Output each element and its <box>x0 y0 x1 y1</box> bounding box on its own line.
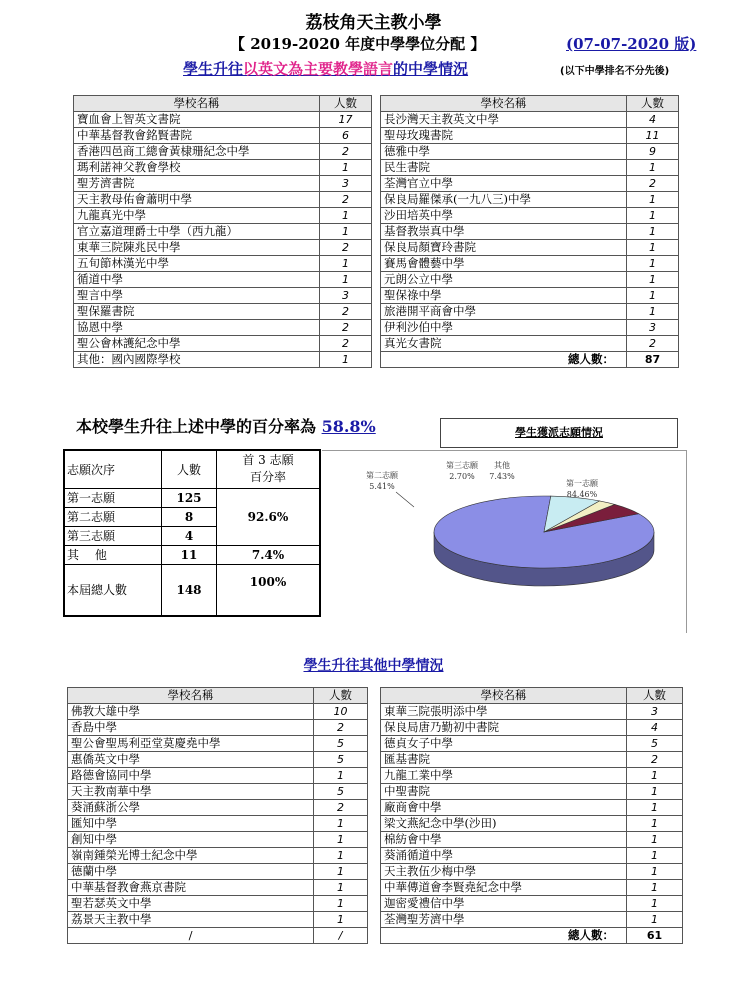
table-row <box>68 896 368 912</box>
school-name-cell: 路德會協同中學 <box>68 768 314 784</box>
col-count: 人數 <box>627 96 679 112</box>
table-row <box>381 720 683 736</box>
table-row <box>381 272 679 288</box>
table-row <box>74 288 372 304</box>
pref-count: 8 <box>162 507 217 526</box>
other-rate: 7.4% <box>217 545 321 564</box>
other-schools-table-left <box>67 687 368 944</box>
count-cell: 6 <box>320 128 372 144</box>
table-row <box>381 176 679 192</box>
total-count: 148 <box>162 564 217 616</box>
percentage-text: 本校學生升往上述中學的百分率為 <box>76 417 322 436</box>
section-title-pre: 學生升往 <box>183 60 244 78</box>
table-row <box>74 112 372 128</box>
count-cell: 2 <box>320 240 372 256</box>
school-name-cell: 聖若瑟英文中學 <box>68 896 314 912</box>
count-cell: 1 <box>314 912 368 928</box>
school-name-cell: 梁文燕紀念中學(沙田) <box>381 816 627 832</box>
school-name-cell: 棉紡會中學 <box>381 832 627 848</box>
section-title-highlight: 以英文為主要教學語言 <box>243 60 394 78</box>
table-row <box>68 720 368 736</box>
table-row <box>381 208 679 224</box>
school-name-cell: 元朗公立中學 <box>381 272 627 288</box>
table-row <box>74 128 372 144</box>
total-row <box>381 352 679 368</box>
school-name-cell: 荔景天主教中學 <box>68 912 314 928</box>
count-cell: 17 <box>320 112 372 128</box>
table-row <box>68 848 368 864</box>
pie-value-2: 5.41% <box>369 482 395 491</box>
table-row <box>74 336 372 352</box>
count-cell: 1 <box>627 800 683 816</box>
count-cell: 1 <box>627 224 679 240</box>
school-name-cell: 中聖書院 <box>381 784 627 800</box>
school-name-cell: 天主教伍少梅中學 <box>381 864 627 880</box>
pie-value-4: 7.43% <box>489 472 515 481</box>
school-name-cell: 東華三院張明添中學 <box>381 704 627 720</box>
col-school-name: 學校名稱 <box>74 96 320 112</box>
count-cell: 2 <box>314 800 368 816</box>
count-cell: 1 <box>320 272 372 288</box>
table-row <box>381 784 683 800</box>
count-cell: 11 <box>627 128 679 144</box>
pref-count: 4 <box>162 526 217 545</box>
school-name-cell: 天主教母佑會蕭明中學 <box>74 192 320 208</box>
total-rate: 100% <box>217 564 321 616</box>
pie-label-2: 第二志願 <box>366 471 398 480</box>
table-row <box>74 256 372 272</box>
pie-label-3: 第三志願 <box>446 461 478 470</box>
school-name-cell: 東華三院陳兆民中學 <box>74 240 320 256</box>
count-cell: 5 <box>314 784 368 800</box>
table-row <box>68 880 368 896</box>
table-row <box>68 704 368 720</box>
school-name-cell: 保良局唐乃勤初中書院 <box>381 720 627 736</box>
school-name-cell: 迦密愛禮信中學 <box>381 896 627 912</box>
school-name-cell: 賽馬會體藝中學 <box>381 256 627 272</box>
count-cell: 1 <box>627 192 679 208</box>
col-school-name: 學校名稱 <box>68 688 314 704</box>
school-name-cell: 葵涌蘇浙公學 <box>68 800 314 816</box>
total-label: 總人數： <box>381 352 627 368</box>
count-cell: 1 <box>314 896 368 912</box>
count-cell: 1 <box>314 848 368 864</box>
table-row <box>381 240 679 256</box>
school-name-cell: 聖保羅書院 <box>74 304 320 320</box>
total-value: 61 <box>627 928 683 944</box>
table-row <box>381 112 679 128</box>
allocation-title: 【 2019-2020 年度中學學位分配 】 <box>230 35 486 53</box>
school-name-cell: 其他：國內國際學校 <box>74 352 320 368</box>
table-row <box>381 128 679 144</box>
table-row <box>68 912 368 928</box>
count-cell: 5 <box>314 752 368 768</box>
table-row <box>381 192 679 208</box>
table-row <box>381 160 679 176</box>
table-row <box>381 320 679 336</box>
count-cell: 9 <box>627 144 679 160</box>
table-row <box>381 704 683 720</box>
preference-pie-chart <box>324 452 684 630</box>
table-row <box>381 864 683 880</box>
table-row <box>68 928 368 944</box>
table-row <box>68 800 368 816</box>
pref-label: 第一志願 <box>64 488 162 507</box>
table-row <box>74 224 372 240</box>
pref-count: 11 <box>162 545 217 564</box>
count-cell: 1 <box>320 224 372 240</box>
school-name-cell: 循道中學 <box>74 272 320 288</box>
school-name-cell: 伊利沙伯中學 <box>381 320 627 336</box>
school-name-cell: 佛教大雄中學 <box>68 704 314 720</box>
count-cell: 4 <box>627 112 679 128</box>
pie-value-3: 2.70% <box>449 472 475 481</box>
school-name-cell: 五旬節林漢光中學 <box>74 256 320 272</box>
table-row <box>381 768 683 784</box>
count-cell: 4 <box>627 720 683 736</box>
school-name-cell: 匯知中學 <box>68 816 314 832</box>
table-row <box>68 736 368 752</box>
table-row <box>381 144 679 160</box>
pie-value-1: 84.46% <box>566 490 598 499</box>
count-cell: 3 <box>627 704 683 720</box>
table-row <box>381 800 683 816</box>
table-row <box>381 736 683 752</box>
count-cell: 1 <box>627 880 683 896</box>
table-row <box>68 768 368 784</box>
count-cell: 2 <box>320 320 372 336</box>
table-row <box>381 256 679 272</box>
table-row <box>381 816 683 832</box>
school-name-cell: 葵涌循道中學 <box>381 848 627 864</box>
english-schools-table-left <box>73 95 372 368</box>
school-name-cell: 香島中學 <box>68 720 314 736</box>
pref-label: 第三志願 <box>64 526 162 545</box>
table-row <box>74 240 372 256</box>
header-rate: 首 3 志願 百分率 <box>217 450 321 488</box>
count-cell: 1 <box>627 832 683 848</box>
school-name: 荔枝角天主教小學 <box>305 13 442 33</box>
count-cell: 1 <box>320 256 372 272</box>
school-name-cell: 惠僑英文中學 <box>68 752 314 768</box>
preference-table <box>63 449 321 617</box>
table-row <box>74 192 372 208</box>
col-count: 人數 <box>627 688 683 704</box>
count-cell: 2 <box>627 176 679 192</box>
school-name-cell: 聖母玫瑰書院 <box>381 128 627 144</box>
school-name-cell: 瑪利諾神父教會學校 <box>74 160 320 176</box>
table-row <box>74 208 372 224</box>
school-name-cell: 匯基書院 <box>381 752 627 768</box>
count-cell: 1 <box>627 816 683 832</box>
col-school-name: 學校名稱 <box>381 688 627 704</box>
total-label: 總人數： <box>381 928 627 944</box>
count-cell: 2 <box>320 304 372 320</box>
header-order: 志願次序 <box>64 450 162 488</box>
table-row <box>68 752 368 768</box>
school-name-cell: 廠商會中學 <box>381 800 627 816</box>
school-name-cell: / <box>68 928 314 944</box>
school-name-cell: 聖公會聖馬利亞堂莫慶堯中學 <box>68 736 314 752</box>
school-name-cell: 聖保祿中學 <box>381 288 627 304</box>
english-section-title[interactable] <box>183 58 468 79</box>
count-cell: / <box>314 928 368 944</box>
count-cell: 3 <box>627 320 679 336</box>
school-name-cell: 官立嘉道理爵士中學（西九龍） <box>74 224 320 240</box>
count-cell: 1 <box>627 240 679 256</box>
table-row <box>381 752 683 768</box>
school-name-cell: 中華基督教會燕京書院 <box>68 880 314 896</box>
count-cell: 1 <box>314 816 368 832</box>
section-title-post: 的中學情況 <box>393 60 469 78</box>
school-name-cell: 聖公會林護紀念中學 <box>74 336 320 352</box>
count-cell: 1 <box>314 768 368 784</box>
col-count: 人數 <box>314 688 368 704</box>
english-schools-table-right <box>380 95 679 368</box>
count-cell: 1 <box>627 864 683 880</box>
table-row <box>74 352 372 368</box>
school-name-cell: 德雅中學 <box>381 144 627 160</box>
count-cell: 2 <box>627 336 679 352</box>
count-cell: 5 <box>627 736 683 752</box>
school-name-cell: 德貞女子中學 <box>381 736 627 752</box>
count-cell: 1 <box>627 208 679 224</box>
school-name-cell: 中華傳道會李賢堯紀念中學 <box>381 880 627 896</box>
pref-label: 其 他 <box>64 545 162 564</box>
school-name-cell: 民生書院 <box>381 160 627 176</box>
count-cell: 1 <box>320 160 372 176</box>
table-row <box>381 848 683 864</box>
table-row <box>74 160 372 176</box>
count-cell: 10 <box>314 704 368 720</box>
table-row <box>68 784 368 800</box>
total-value: 87 <box>627 352 679 368</box>
table-row <box>68 816 368 832</box>
school-name-cell: 創知中學 <box>68 832 314 848</box>
count-cell: 1 <box>314 880 368 896</box>
count-cell: 1 <box>627 160 679 176</box>
count-cell: 1 <box>627 848 683 864</box>
table-row <box>381 288 679 304</box>
table-row <box>381 896 683 912</box>
table-row <box>68 864 368 880</box>
pie-label-4: 其他 <box>494 461 510 470</box>
school-name-cell: 旅港開平商會中學 <box>381 304 627 320</box>
pie-leader-line <box>396 492 414 507</box>
school-name-cell: 保良局顏寶玲書院 <box>381 240 627 256</box>
count-cell: 1 <box>627 272 679 288</box>
percentage-statement <box>76 414 376 437</box>
count-cell: 5 <box>314 736 368 752</box>
chart-title: 學生獲派志願情況 <box>440 418 678 448</box>
school-name-cell: 九龍真光中學 <box>74 208 320 224</box>
table-row <box>381 224 679 240</box>
school-name-cell: 香港四邑商工總會黃棣珊紀念中學 <box>74 144 320 160</box>
count-cell: 3 <box>320 288 372 304</box>
school-name-cell: 德蘭中學 <box>68 864 314 880</box>
total-label: 本屆總人數 <box>64 564 162 616</box>
other-schools-table-right <box>380 687 683 944</box>
count-cell: 1 <box>627 896 683 912</box>
pref-count: 125 <box>162 488 217 507</box>
table-row <box>381 304 679 320</box>
school-name-cell: 天主教南華中學 <box>68 784 314 800</box>
pie-label-1: 第一志願 <box>566 479 598 488</box>
table-row <box>381 912 683 928</box>
school-name-cell: 長沙灣天主教英文中學 <box>381 112 627 128</box>
count-cell: 2 <box>627 752 683 768</box>
count-cell: 2 <box>320 144 372 160</box>
count-cell: 1 <box>627 256 679 272</box>
table-row <box>381 832 683 848</box>
count-cell: 1 <box>320 352 372 368</box>
top3-rate: 92.6% <box>217 488 321 545</box>
count-cell: 3 <box>320 176 372 192</box>
version-date-link[interactable]: (07-07-2020 版) <box>566 35 697 53</box>
count-cell: 1 <box>627 768 683 784</box>
other-section-title[interactable]: 學生升往其他中學情況 <box>303 658 444 674</box>
count-cell: 1 <box>320 208 372 224</box>
total-row <box>381 928 683 944</box>
count-cell: 2 <box>320 192 372 208</box>
count-cell: 1 <box>627 304 679 320</box>
count-cell: 1 <box>627 912 683 928</box>
table-row <box>74 144 372 160</box>
col-count: 人數 <box>320 96 372 112</box>
school-name-cell: 聖芳濟書院 <box>74 176 320 192</box>
count-cell: 1 <box>627 784 683 800</box>
table-row <box>381 336 679 352</box>
school-name-cell: 協恩中學 <box>74 320 320 336</box>
school-name-cell: 沙田培英中學 <box>381 208 627 224</box>
count-cell: 1 <box>314 864 368 880</box>
school-name-cell: 保良局羅傑承(一九八三)中學 <box>381 192 627 208</box>
school-name-cell: 基督教崇真中學 <box>381 224 627 240</box>
table-row <box>381 880 683 896</box>
table-row <box>74 176 372 192</box>
school-name-cell: 荃灣聖芳濟中學 <box>381 912 627 928</box>
count-cell: 1 <box>314 832 368 848</box>
percentage-value: 58.8% <box>321 417 376 436</box>
school-name-cell: 嶺南鍾榮光博士紀念中學 <box>68 848 314 864</box>
school-name-cell: 寶血會上智英文書院 <box>74 112 320 128</box>
pref-label: 第二志願 <box>64 507 162 526</box>
table-row <box>74 320 372 336</box>
count-cell: 2 <box>314 720 368 736</box>
table-row <box>74 272 372 288</box>
header-count: 人數 <box>162 450 217 488</box>
ranking-note: (以下中學排名不分先後) <box>560 66 670 77</box>
school-name-cell: 中華基督教會銘賢書院 <box>74 128 320 144</box>
school-name-cell: 真光女書院 <box>381 336 627 352</box>
school-name-cell: 聖言中學 <box>74 288 320 304</box>
school-name-cell: 九龍工業中學 <box>381 768 627 784</box>
table-row <box>74 304 372 320</box>
school-name-cell: 荃灣官立中學 <box>381 176 627 192</box>
table-row <box>68 832 368 848</box>
count-cell: 1 <box>627 288 679 304</box>
count-cell: 2 <box>320 336 372 352</box>
col-school-name: 學校名稱 <box>381 96 627 112</box>
